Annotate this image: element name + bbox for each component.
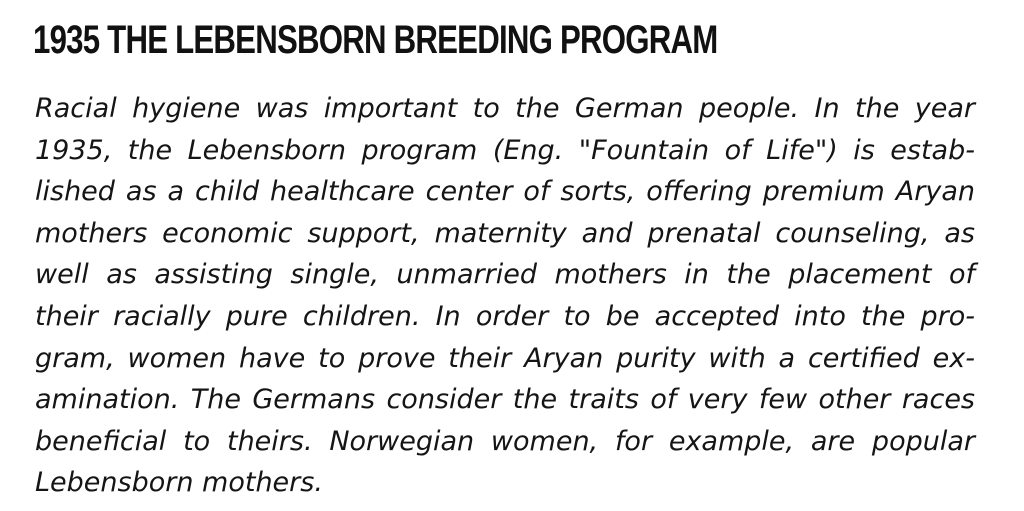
paragraph-line-3: lished as a child healthcare center of sorts, offering premium Aryan <box>35 176 975 208</box>
paragraph-line-2: 1935, the Lebensborn program (Eng. "Fountain of Life") is estab- <box>35 134 975 166</box>
paragraph-line-9: beneficial to theirs. Norwegian women, for example, are popular <box>35 425 975 457</box>
paragraph-line-6: their racially pure children. In order to be accepted into the pro- <box>35 300 975 332</box>
body-paragraph <box>35 88 975 504</box>
paragraph-line-8: amination. The Germans consider the traits of very few other races <box>35 384 975 416</box>
paragraph-line-1: Racial hygiene was important to the German people. In the year <box>35 93 975 124</box>
paragraph-line-5: well as assisting single, unmarried mothers in the placement of <box>35 259 975 291</box>
paragraph-line-7: gram, women have to prove their Aryan purity with a certified ex- <box>35 342 975 374</box>
paragraph-line-10: Lebensborn mothers. <box>35 467 323 499</box>
paragraph-line-4: mothers economic support, maternity and prenatal counseling, as <box>35 217 975 249</box>
page-title: 1935 THE LEBENSBORN BREEDING PROGRAM <box>33 18 718 62</box>
